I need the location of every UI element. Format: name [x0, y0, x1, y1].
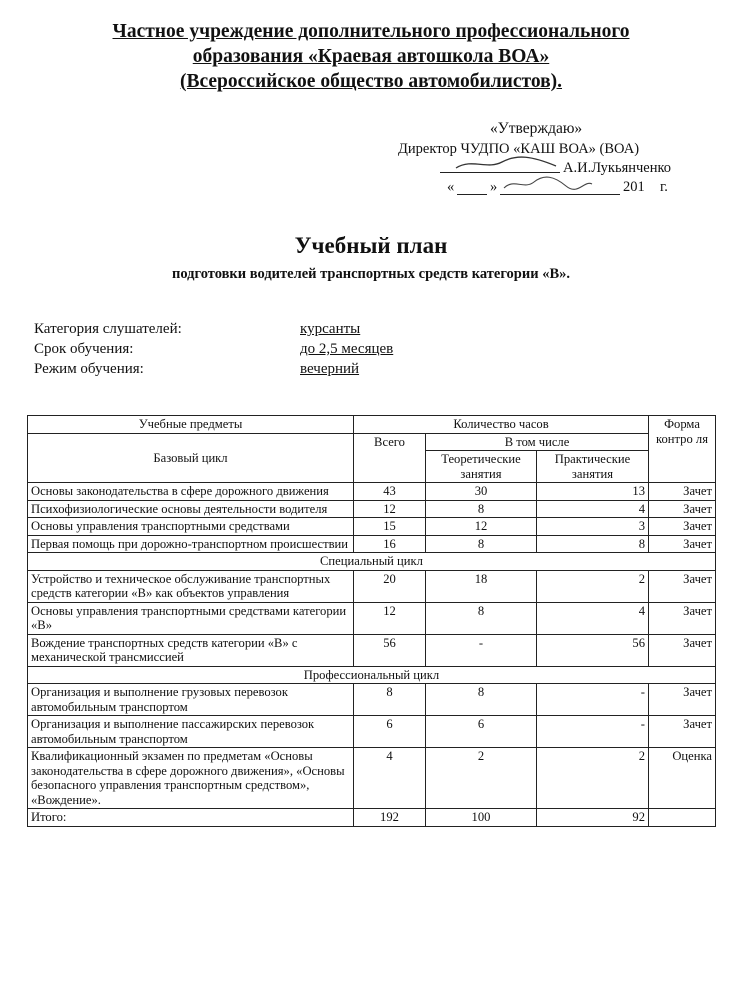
theory-hours: 8: [426, 684, 537, 716]
section-professional-cycle: Профессиональный цикл: [28, 666, 716, 684]
practice-hours: 56: [537, 634, 649, 666]
control-form: Зачет: [649, 518, 716, 536]
control-form: Зачет: [649, 716, 716, 748]
table-row: [28, 570, 716, 602]
date-month-line: [500, 194, 620, 195]
meta-label-category: Категория слушателей:: [34, 321, 182, 337]
total-hours: 56: [354, 634, 426, 666]
meta-value-duration: до 2,5 месяцев: [300, 341, 394, 357]
table-row: [28, 518, 716, 536]
total-hours: 4: [354, 748, 426, 809]
practice-hours: 13: [537, 483, 649, 501]
subject-name: Организация и выполнение пассажирских перевозок автомобильным транспортом: [28, 716, 354, 748]
subject-name: Первая помощь при дорожно-транспортном происшествии: [28, 535, 354, 553]
subject-name: Психофизиологические основы деятельности водителя: [28, 500, 354, 518]
approval-title: «Утверждаю»: [490, 120, 583, 137]
table-row: [28, 634, 716, 666]
header-theory: Теоретические занятия: [426, 451, 537, 483]
org-name-line3: (Всероссийское общество автомобилистов).: [179, 71, 563, 92]
doc-title: Учебный план: [294, 233, 448, 258]
meta-value-mode: вечерний: [300, 361, 360, 377]
header-including: В том числе: [426, 433, 649, 451]
subject-name: Квалификационный экзамен по предметам «Основы законодательства в сфере дорожного движения», «Основы безопасного управления транспортным средством», «Вождение».: [28, 748, 354, 809]
practice-hours: 3: [537, 518, 649, 536]
table-row: [28, 684, 716, 716]
theory-hours: 30: [426, 483, 537, 501]
total-hours: 15: [354, 518, 426, 536]
table-row: [28, 535, 716, 553]
subject-name: Основы управления транспортными средствами категории «В»: [28, 602, 354, 634]
subject-name: Основы законодательства в сфере дорожного движения: [28, 483, 354, 501]
total-hours: 43: [354, 483, 426, 501]
date-open-quote: «: [447, 179, 455, 195]
header-form: Форма контро ля: [649, 416, 716, 483]
handwritten-date-icon: [500, 172, 595, 194]
control-form: Оценка: [649, 748, 716, 809]
control-form: Зачет: [649, 634, 716, 666]
subject-name: Вождение транспортных средств категории «В» с механической трансмиссией: [28, 634, 354, 666]
control-form: Зачет: [649, 483, 716, 501]
total-hours: 192: [354, 809, 426, 827]
header-practice: Практические занятия: [537, 451, 649, 483]
practice-hours: 2: [537, 570, 649, 602]
total-hours: 20: [354, 570, 426, 602]
theory-hours: 18: [426, 570, 537, 602]
meta-value-category: курсанты: [300, 321, 361, 337]
approval-position: Директор ЧУДПО «КАШ ВОА» (ВОА): [398, 141, 640, 157]
meta-label-mode: Режим обучения:: [34, 361, 144, 377]
date-suffix: г.: [660, 179, 668, 195]
practice-hours: -: [537, 684, 649, 716]
theory-hours: -: [426, 634, 537, 666]
curriculum-table: [27, 415, 716, 827]
date-day-line: [457, 194, 487, 195]
date-year: 201: [623, 179, 645, 195]
exam-row: [28, 748, 716, 809]
practice-hours: -: [537, 716, 649, 748]
total-row: [28, 809, 716, 827]
date-close-quote: »: [490, 179, 498, 195]
total-hours: 6: [354, 716, 426, 748]
theory-hours: 6: [426, 716, 537, 748]
control-form: Зачет: [649, 500, 716, 518]
control-form: Зачет: [649, 535, 716, 553]
header-base-cycle: Базовый цикл: [28, 433, 354, 483]
subject-name: Устройство и техническое обслуживание транспортных средств категории «В» как объектов управления: [28, 570, 354, 602]
total-hours: 12: [354, 500, 426, 518]
practice-hours: 2: [537, 748, 649, 809]
org-name-line2: образования «Краевая автошкола ВОА»: [192, 46, 550, 67]
control-form: Зачет: [649, 570, 716, 602]
practice-hours: 8: [537, 535, 649, 553]
table-row: [28, 602, 716, 634]
approval-name: А.И.Лукьянченко: [563, 160, 672, 176]
theory-hours: 12: [426, 518, 537, 536]
theory-hours: 8: [426, 535, 537, 553]
control-form: Зачет: [649, 684, 716, 716]
practice-hours: 4: [537, 602, 649, 634]
header-subjects: Учебные предметы: [28, 416, 354, 434]
total-hours: 16: [354, 535, 426, 553]
theory-hours: 8: [426, 500, 537, 518]
org-name-line1: Частное учреждение дополнительного профессионального: [112, 21, 630, 42]
theory-hours: 100: [426, 809, 537, 827]
doc-subtitle: подготовки водителей транспортных средств категории «В».: [171, 266, 571, 282]
practice-hours: 92: [537, 809, 649, 827]
control-form: Зачет: [649, 602, 716, 634]
table-row: [28, 483, 716, 501]
header-hours: Количество часов: [354, 416, 649, 434]
total-hours: 12: [354, 602, 426, 634]
subject-name: Итого:: [28, 809, 354, 827]
section-special-cycle: Специальный цикл: [28, 553, 716, 571]
table-row: [28, 500, 716, 518]
control-form: [649, 809, 716, 827]
header-total: Всего: [354, 433, 426, 483]
subject-name: Основы управления транспортными средствами: [28, 518, 354, 536]
subject-name: Организация и выполнение грузовых перевозок автомобильным транспортом: [28, 684, 354, 716]
total-hours: 8: [354, 684, 426, 716]
meta-label-duration: Срок обучения:: [34, 341, 134, 357]
practice-hours: 4: [537, 500, 649, 518]
theory-hours: 8: [426, 602, 537, 634]
theory-hours: 2: [426, 748, 537, 809]
table-row: [28, 716, 716, 748]
